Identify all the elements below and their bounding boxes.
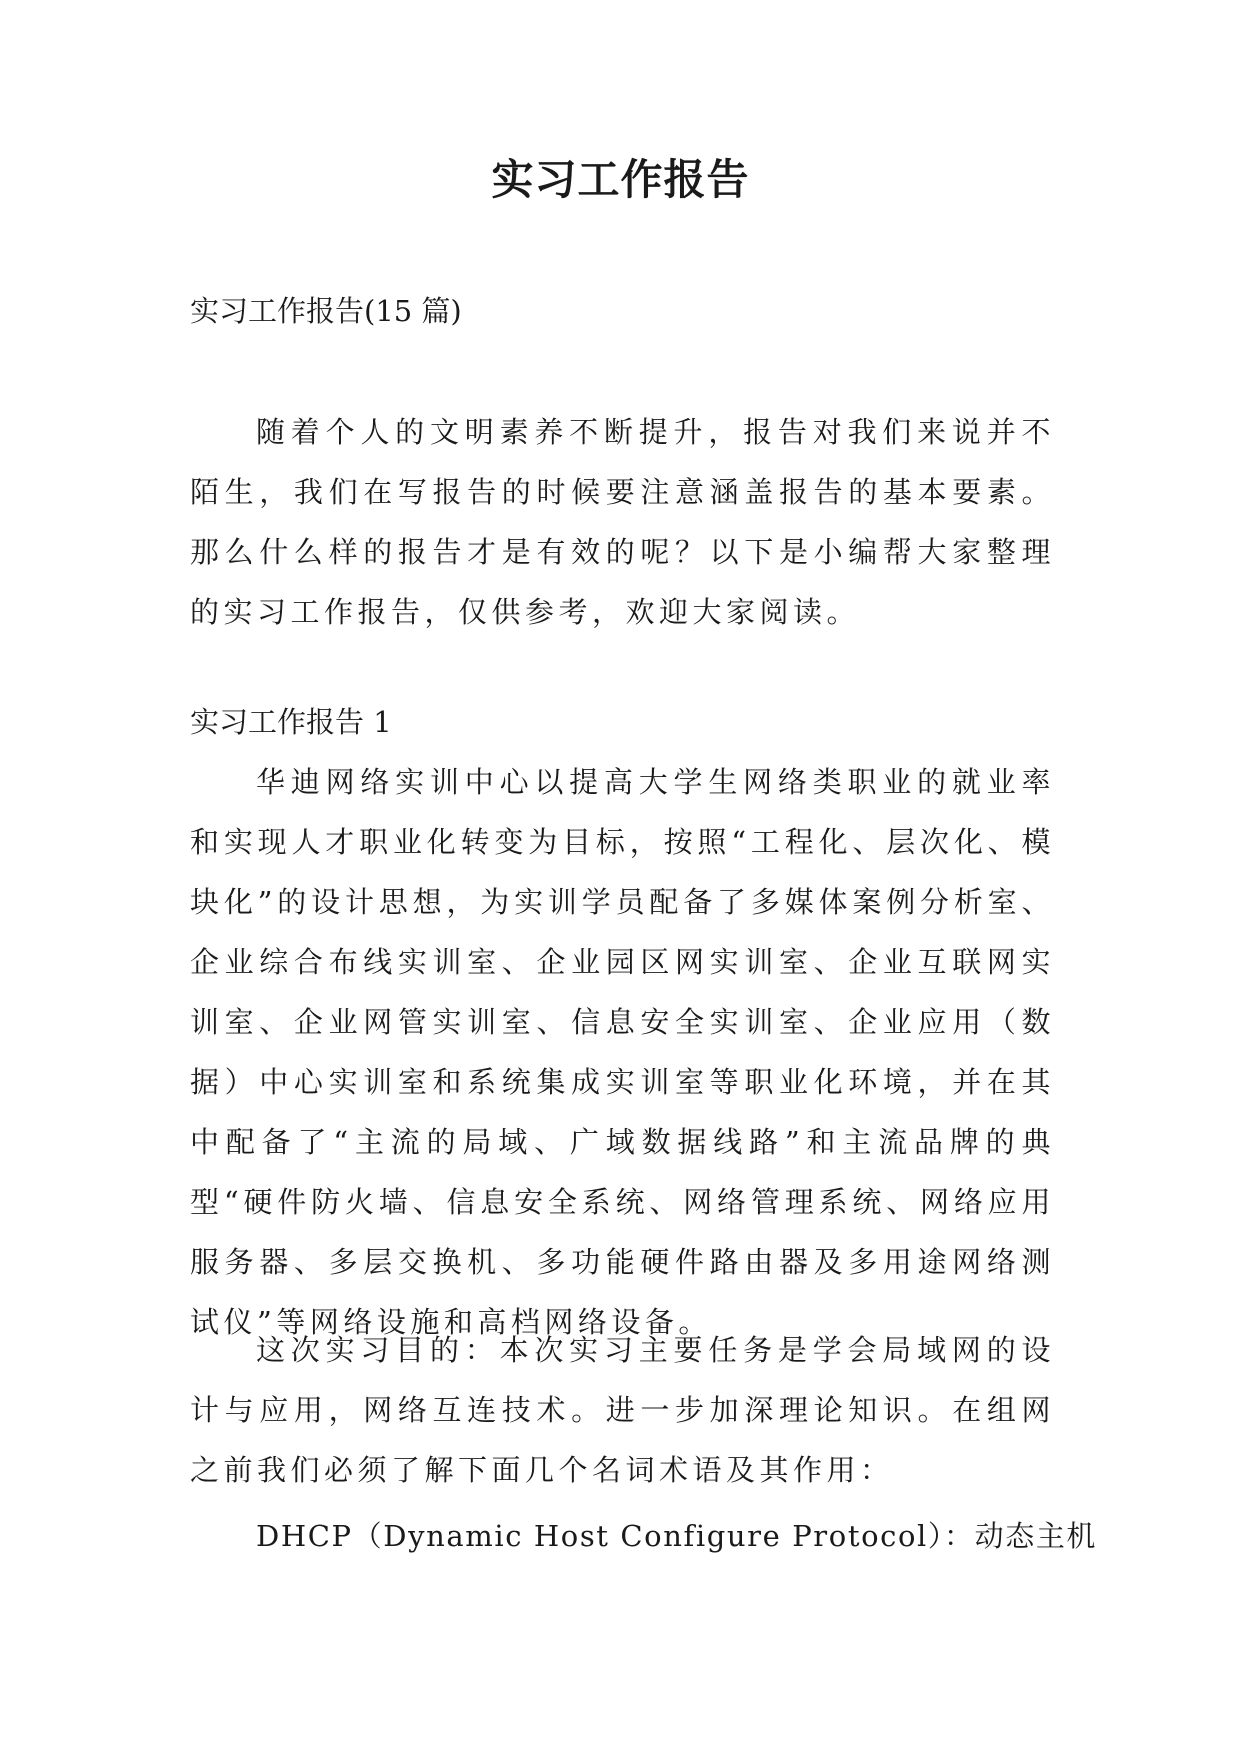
document-title: 实习工作报告 [491,155,750,204]
intro-paragraph: 随着个人的文明素养不断提升，报告对我们来说并不陌生，我们在写报告的时候要注意涵盖报告的基本要素。那么什么样的报告才是有效的呢？以下是小编帮大家整理的实习工作报告，仅供参考，欢迎大家阅读。 [190,415,1055,629]
document-subtitle: 实习工作报告(15 篇) [190,294,462,328]
section-heading: 实习工作报告 1 [190,705,392,739]
body-paragraph: DHCP（Dynamic Host Configure Protocol）：动态主机 [256,1519,1098,1553]
body-paragraph: 华迪网络实训中心以提高大学生网络类职业的就业率和实现人才职业化转变为目标，按照“工程化、层次化、模块化”的设计思想，为实训学员配备了多媒体案例分析室、企业综合布线实训室、企业园区网实训室、企业互联网实训室、企业网管实训室、信息安全实训室、企业应用（数据）中心实训室和系统集成实训室等职业化环境，并在其中配备了“主流的局域、广域数据线路”和主流品牌的典型“硬件防火墙、信息安全系统、网络管理系统、网络应用服务器、多层交换机、多功能硬件路由器及多用途网络测试仪”等网络设施和高档网络设备。 [190,765,1055,1339]
body-paragraph: 这次实习目的：本次实习主要任务是学会局域网的设计与应用，网络互连技术。进一步加深理论知识。在组网之前我们必须了解下面几个名词术语及其作用： [190,1333,1055,1487]
